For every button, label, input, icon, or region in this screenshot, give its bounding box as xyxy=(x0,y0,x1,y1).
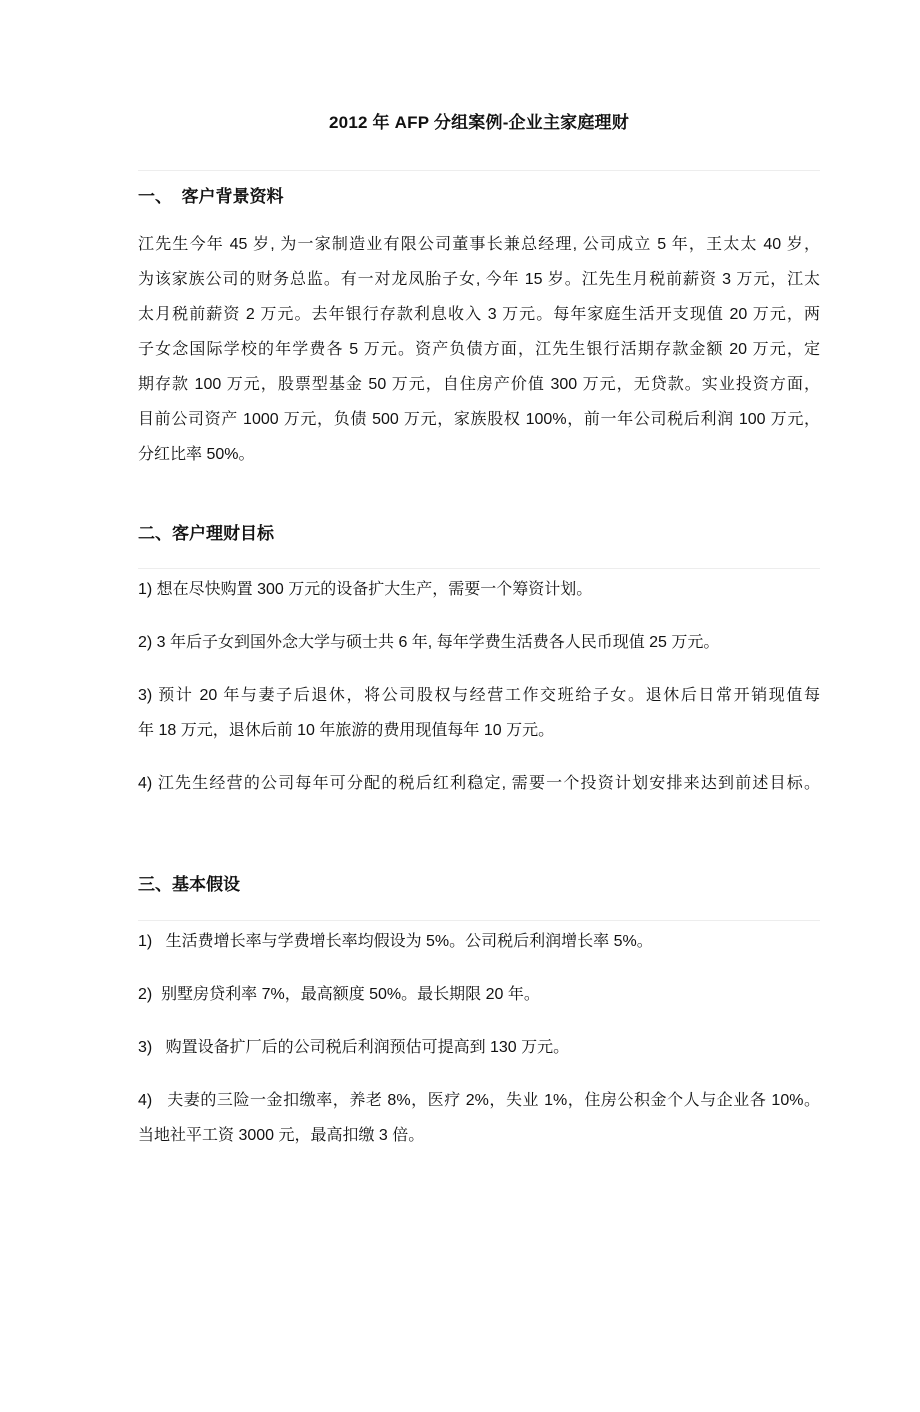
background-paragraph xyxy=(138,227,820,472)
paragraph-rule xyxy=(138,568,820,569)
document-title: 2012 年 AFP 分组案例-企业主家庭理财 xyxy=(329,113,629,132)
section-heading-background: 一、 客户背景资料 xyxy=(138,187,284,206)
list-item-text: 2) 别墅房贷利率 7%，最高额度 50%。最长期限 20 年。 xyxy=(138,986,540,1003)
paragraph-line: 子女念国际学校的年学费各 5 万元。资产负债方面，江先生银行活期存款金额 20 万元，定 xyxy=(138,341,820,358)
paragraph-line: 分红比率 50%。 xyxy=(138,446,255,463)
paragraph-rule xyxy=(138,920,820,921)
goal-item-2 xyxy=(138,625,820,660)
goal-item-1 xyxy=(138,572,820,607)
list-item-text: 4) 江先生经营的公司每年可分配的税后红利稳定, 需要一个投资计划安排来达到前述目标。 xyxy=(138,775,820,792)
list-item-text: 1) 想在尽快购置 300 万元的设备扩大生产，需要一个筹资计划。 xyxy=(138,581,593,598)
paragraph-line: 江先生今年 45 岁, 为一家制造业有限公司董事长兼总经理, 公司成立 5 年，王太太 40 岁， xyxy=(138,236,820,253)
assumption-item-2 xyxy=(138,977,820,1012)
paragraph-line: 太月税前薪资 2 万元。去年银行存款利息收入 3 万元。每年家庭生活开支现值 20 万元，两 xyxy=(138,306,820,323)
assumption-item-1 xyxy=(138,924,820,959)
goal-item-3 xyxy=(138,678,820,748)
list-item-text: 4) 夫妻的三险一金扣缴率，养老 8%，医疗 2%，失业 1%，住房公积金个人与企业各 10%。 xyxy=(138,1092,820,1109)
assumption-item-4 xyxy=(138,1083,820,1153)
list-item-text: 3) 预计 20 年与妻子后退休，将公司股权与经营工作交班给子女。退休后日常开销现值每 xyxy=(138,687,820,704)
assumption-item-3 xyxy=(138,1030,820,1065)
list-item-text: 3) 购置设备扩厂后的公司税后利润预估可提高到 130 万元。 xyxy=(138,1039,570,1056)
list-item-text: 2) 3 年后子女到国外念大学与硕士共 6 年, 每年学费生活费各人民币现值 25 万元。 xyxy=(138,634,720,651)
goal-item-4 xyxy=(138,766,820,801)
paragraph-line: 期存款 100 万元，股票型基金 50 万元，自住房产价值 300 万元，无贷款。实业投资方面， xyxy=(138,376,820,393)
document-page xyxy=(0,110,920,1153)
section-heading-assumptions: 三、基本假设 xyxy=(138,875,240,894)
paragraph-line: 目前公司资产 1000 万元，负债 500 万元，家族股权 100%，前一年公司税后利润 100 万元， xyxy=(138,411,820,428)
paragraph-rule xyxy=(138,170,820,171)
section-heading-goals: 二、客户理财目标 xyxy=(138,524,274,543)
list-item-text: 当地社平工资 3000 元，最高扣缴 3 倍。 xyxy=(138,1127,425,1144)
paragraph-line: 为该家族公司的财务总监。有一对龙凤胎子女, 今年 15 岁。江先生月税前薪资 3 万元，江太 xyxy=(138,271,820,288)
list-item-text: 年 18 万元，退休后前 10 年旅游的费用现值每年 10 万元。 xyxy=(138,722,555,739)
list-item-text: 1) 生活费增长率与学费增长率均假设为 5%。公司税后利润增长率 5%。 xyxy=(138,933,653,950)
